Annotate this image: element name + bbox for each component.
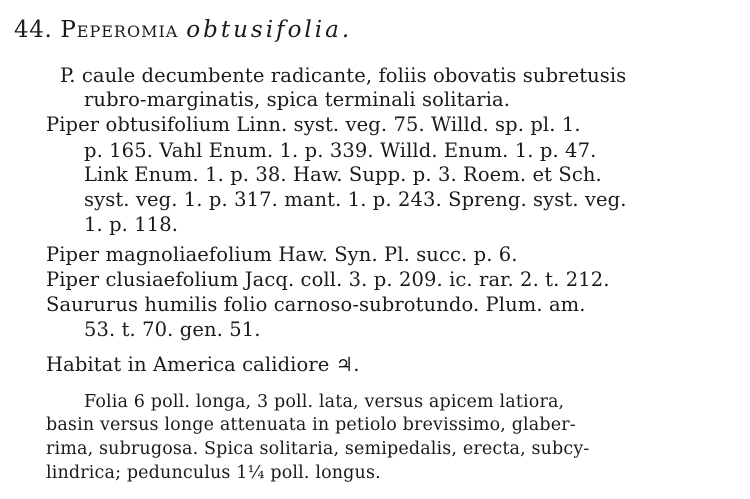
diagnosis-line-1: P. caule decumbente radicante, foliis obovatis subretusis [60, 64, 627, 87]
synonym-line-5: 1. p. 118. [84, 213, 179, 236]
diagnosis-line-2: rubro-marginatis, spica terminali solitaria. [84, 88, 511, 111]
description-line-2: basin versus longe attenuata in petiolo brevissimo, glaber- [46, 415, 576, 435]
species-heading [14, 18, 352, 42]
synonym-line-9: 53. t. 70. gen. 51. [84, 318, 261, 341]
habitat-line: Habitat in America calidiore ♃. [46, 353, 360, 376]
description-line-3: rima, subrugosa. Spica solitaria, semipedalis, erecta, subcy- [46, 439, 590, 459]
description-line-4: lindrica; pedunculus 1¼ poll. longus. [46, 463, 381, 483]
synonym-line-2: p. 165. Vahl Enum. 1. p. 339. Willd. Enum. 1. p. 47. [84, 139, 597, 162]
species-number: 44. [14, 17, 53, 43]
synonym-line-1: Piper obtusifolium Linn. syst. veg. 75. Willd. sp. pl. 1. [46, 113, 581, 136]
synonym-line-6: Piper magnoliaefolium Haw. Syn. Pl. succ. p. 6. [46, 243, 518, 266]
synonym-line-3: Link Enum. 1. p. 38. Haw. Supp. p. 3. Roem. et Sch. [84, 163, 602, 186]
synonym-line-7: Piper clusiaefolium Jacq. coll. 3. p. 209. ic. rar. 2. t. 212. [46, 268, 610, 291]
description-line-1: Folia 6 poll. longa, 3 poll. lata, versus apicem latiora, [84, 392, 565, 412]
synonym-line-4: syst. veg. 1. p. 317. mant. 1. p. 243. Spreng. syst. veg. [84, 188, 627, 211]
species-name: obtusifolia. [186, 17, 353, 43]
synonym-line-8: Saururus humilis folio carnoso-subrotundo. Plum. am. [46, 293, 586, 316]
genus-name: Peperomia [60, 17, 179, 43]
